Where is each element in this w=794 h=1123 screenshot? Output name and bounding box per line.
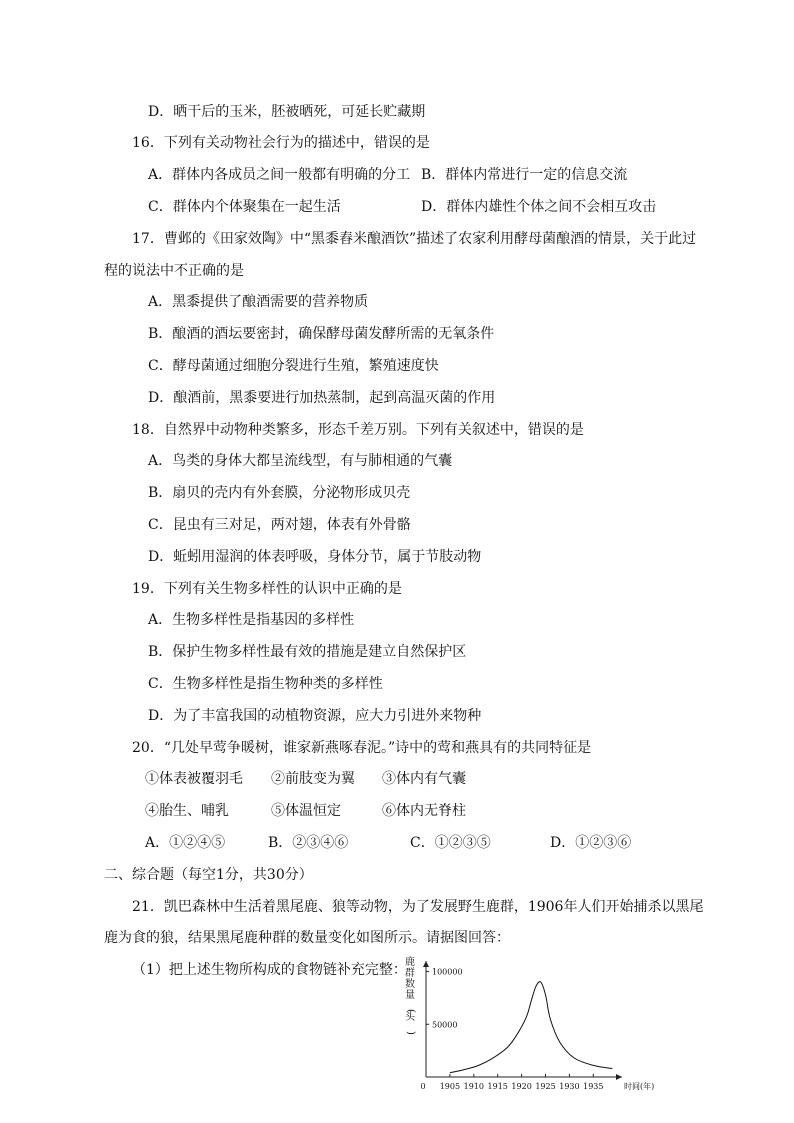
question-18-stem: 18．自然界中动物种类繁多，形态千差万别。下列有关叙述中，错误的是 [132,422,584,438]
question-16-option-a: A．群体内各成员之间一般都有明确的分工 [148,167,411,183]
y-axis-label: 鹿群数量(头) [405,957,417,1035]
question-15-option-d: D．晒干后的玉米，胚被晒死，可延长贮藏期 [148,104,426,120]
question-20-stem: 20．“几处早莺争暖树，谁家新燕啄春泥。”诗中的莺和燕具有的共同特征是 [132,740,592,756]
x-tick-label: 1920 [511,1082,532,1091]
question-18-option-d: D．蚯蚓用湿润的体表呼吸，身体分节，属于节肢动物 [148,549,482,565]
question-16-stem: 16．下列有关动物社会行为的描述中，错误的是 [132,135,430,151]
question-19-option-a: A．生物多样性是指基因的多样性 [148,612,355,628]
question-20-item-2: ②前肢变为翼 [271,771,355,787]
y-tick-label: 100000 [432,967,463,977]
x-tick-label: 1935 [583,1082,604,1091]
question-19-option-d: D．为了丰富我国的动植物资源，应大力引进外来物种 [148,708,482,724]
question-21-subquestion-1: （1）把上述生物所构成的食物链补充完整： [132,962,407,978]
question-21-stem: 21．凯巴森林中生活着黑尾鹿、狼等动物，为了发展野生鹿群，1906年人们开始捕杀以黑尾 [132,899,704,915]
x-axis-arrow [616,1074,622,1080]
x-tick-label: 1915 [487,1082,508,1091]
x-tick-label: 1930 [559,1082,580,1091]
question-20-option-c: C．①②③⑤ [410,835,491,851]
question-17-stem: 17．曹邺的《田家效陶》中“黑黍舂米酿酒饮”描述了农家利用酵母菌酿酒的情景，关于此过 [132,231,697,247]
question-17-option-b: B．酿酒的酒坛要密封，确保酵母菌发酵所需的无氧条件 [148,326,495,342]
x-origin-label: 0 [420,1082,426,1091]
question-19-stem: 19．下列有关生物多样性的认识中正确的是 [132,581,402,597]
x-tick-label: 1905 [439,1082,461,1091]
question-21-stem-continued: 鹿为食的狼，结果黑尾鹿种群的数量变化如图所示。请据图回答： [104,930,510,946]
question-18-option-b: B．扇贝的壳内有外套膜，分泌物形成贝壳 [148,485,411,501]
section-2-title: 二、综合题（每空1分，共30分） [104,867,313,883]
y-tick-label: 50000 [432,1020,458,1030]
question-20-option-d: D．①②③⑥ [550,835,632,851]
question-17-stem-continued: 程的说法中不正确的是 [104,263,244,279]
question-20-item-4: ④胎生、哺乳 [145,803,229,819]
x-tick-label: 1925 [535,1082,556,1091]
deer-population-chart [400,955,670,1095]
question-19-option-b: B．保护生物多样性最有效的措施是建立自然保护区 [148,644,467,660]
y-axis-arrow [423,961,429,967]
x-axis-label: 时间(年) [624,1082,655,1091]
x-tick-label: 1910 [463,1082,484,1091]
deer-population-line-0 [450,982,613,1073]
question-17-option-c: C．酵母菌通过细胞分裂进行生殖，繁殖速度快 [148,358,439,374]
deer-population-chart-svg [400,955,670,1095]
question-18-option-c: C．昆虫有三对足，两对翅，体表有外骨骼 [148,517,411,533]
question-16-option-d: D．群体内雄性个体之间不会相互攻击 [421,199,657,215]
question-20-item-3: ③体内有气囊 [382,771,466,787]
question-20-item-1: ①体表被覆羽毛 [145,771,243,787]
question-18-option-a: A．鸟类的身体大都呈流线型，有与肺相通的气囊 [148,453,453,469]
question-20-option-b: B．②③④⑥ [268,835,349,851]
question-20-item-5: ⑤体温恒定 [271,803,341,819]
question-20-option-a: A．①②④⑤ [145,835,226,851]
question-16-option-b: B．群体内常进行一定的信息交流 [421,167,628,183]
question-20-item-6: ⑥体内无脊柱 [382,803,466,819]
question-17-option-a: A．黑黍提供了酿酒需要的营养物质 [148,294,369,310]
question-19-option-c: C．生物多样性是指生物种类的多样性 [148,676,383,692]
question-17-option-d: D．酿酒前，黑黍要进行加热蒸制，起到高温灭菌的作用 [148,390,496,406]
question-16-option-c: C．群体内个体聚集在一起生活 [148,199,341,215]
